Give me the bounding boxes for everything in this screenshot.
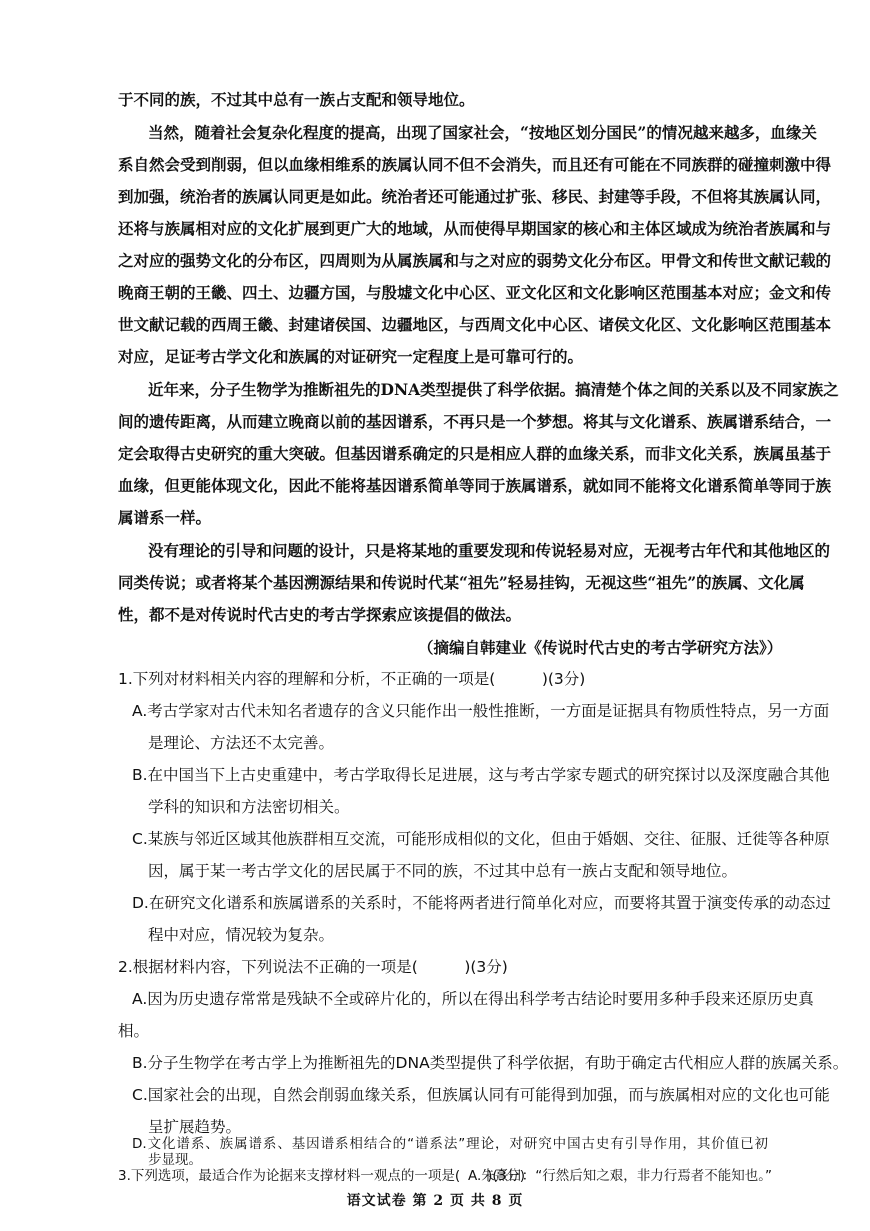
option-line: A.朱熹曰：“行然后知之艰，非力行焉者不能知也。”	[468, 1168, 773, 1184]
passage-line: 当然，随着社会复杂化程度的提高，出现了国家社会，“按地区划分国民”的情况越来越多，血缘关	[148, 123, 817, 142]
option-line: 因，属于某一考古学文化的居民属于不同的族，不过其中总有一族占支配和领导地位。	[148, 862, 738, 880]
option-line: 相。	[118, 1022, 150, 1040]
option-line: 呈扩展趋势。	[148, 1118, 242, 1136]
option-line: 程中对应，情况较为复杂。	[148, 926, 335, 944]
passage-line: 晚商王朝的王畿、四土、边疆方国，与殷墟文化中心区、亚文化区和文化影响区范围基本对应；金文和传	[118, 283, 832, 302]
question-stem: 2.根据材料内容，下列说法不正确的一项是( )(3分)	[118, 958, 508, 976]
page-footer: 语文试卷 第 2 页 共 8 页	[346, 1193, 524, 1209]
option-line: A.考古学家对古代未知名者遗存的含义只能作出一般性推断，一方面是证据具有物质性特点，另一方面	[132, 702, 830, 720]
passage-line: 定会取得古史研究的重大突破。但基因谱系确定的只是相应人群的血缘关系，而非文化关系，族属虽基于	[118, 444, 832, 463]
passage-line: 属谱系一样。	[118, 508, 212, 527]
passage-line: 到加强，统治者的族属认同更是如此。统治者还可能通过扩张、移民、封建等手段，不但将其族属认同，	[118, 187, 832, 206]
passage-line: 近年来，分子生物学为推断祖先的DNA类型提供了科学依据。搞清楚个体之间的关系以及不同家族之	[148, 380, 839, 399]
passage-line: 同类传说；或者将某个基因溯源结果和传说时代某“祖先”轻易挂钩，无视这些“祖先”的族属、文化属	[118, 573, 805, 592]
passage-line: 性，都不是对传说时代古史的考古学探索应该提倡的做法。	[118, 605, 522, 624]
passage-line: 系自然会受到削弱，但以血缘相维系的族属认同不但不会消失，而且还有可能在不同族群的碰撞刺激中得	[118, 155, 832, 174]
option-line: D.文化谱系、族属谱系、基因谱系相结合的“谱系法”理论，对研究中国古史有引导作用，其价值已初	[132, 1136, 768, 1152]
question-stem: 3.下列选项，最适合作为论据来支撑材料一观点的一项是( )(3分)	[118, 1168, 526, 1184]
option-line: C.国家社会的出现，自然会削弱血缘关系，但族属认同有可能得到加强，而与族属相对应的文化也可能	[132, 1086, 830, 1104]
passage-line: 世文献记载的西周王畿、封建诸侯国、边疆地区，与西周文化中心区、诸侯文化区、文化影响区范围基本	[118, 315, 832, 334]
option-line: B.在中国当下上古史重建中，考古学取得长足进展，这与考古学家专题式的研究探讨以及深度融合其他	[132, 766, 830, 784]
passage-line: 还将与族属相对应的文化扩展到更广大的地域，从而使得早期国家的核心和主体区域成为统治者族属和与	[118, 219, 832, 238]
passage-line: 于不同的族，不过其中总有一族占支配和领导地位。	[118, 90, 475, 109]
option-line: 学科的知识和方法密切相关。	[148, 798, 350, 816]
option-line: 步显现。	[148, 1152, 202, 1168]
passage-line: 间的遗传距离，从而建立晚商以前的基因谱系，不再只是一个梦想。将其与文化谱系、族属谱系结合，一	[118, 412, 832, 431]
passage-line: 之对应的强势文化的分布区，四周则为从属族属和与之对应的弱势文化分布区。甲骨文和传世文献记载的	[118, 251, 832, 270]
passage-line: 血缘，但更能体现文化，因此不能将基因谱系简单等同于族属谱系，就如同不能将文化谱系简单等同于族	[118, 476, 832, 495]
option-line: A.因为历史遗存常常是残缺不全或碎片化的，所以在得出科学考古结论时要用多种手段来还原历史真	[132, 990, 814, 1008]
option-line: B.分子生物学在考古学上为推断祖先的DNA类型提供了科学依据，有助于确定古代相应人群的族属关系。	[132, 1054, 849, 1072]
option-line: D.在研究文化谱系和族属谱系的关系时，不能将两者进行简单化对应，而要将其置于演变传承的动态过	[132, 894, 831, 912]
option-line: 是理论、方法还不太完善。	[148, 734, 335, 752]
passage-line: 对应，足证考古学文化和族属的对证研究一定程度上是可靠可行的。	[118, 347, 584, 366]
passage-source: （摘编自韩建业《传说时代古史的考古学研究方法》）	[418, 638, 783, 657]
passage-line: 没有理论的引导和问题的设计，只是将某地的重要发现和传说轻易对应，无视考古年代和其他地区的	[148, 541, 831, 560]
question-stem: 1.下列对材料相关内容的理解和分析，不正确的一项是( )(3分)	[118, 670, 586, 688]
option-line: C.某族与邻近区域其他族群相互交流，可能形成相似的文化，但由于婚姻、交往、征服、迁徙等各种原	[132, 830, 830, 848]
